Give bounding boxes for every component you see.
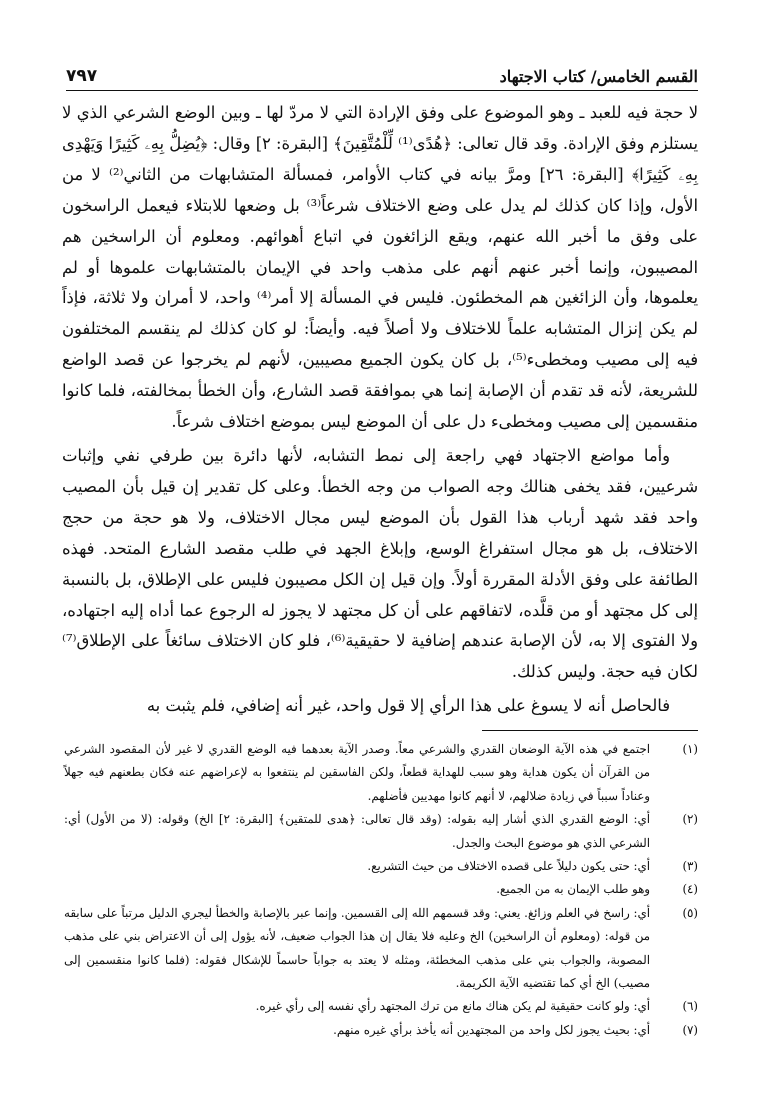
paragraph: وأما مواضع الاجتهاد فهي راجعة إلى نمط التشابه، لأنها دائرة بين طرفي نفي وإثبات شرعيين، فقد يخفى هنالك وجه الصواب من وجه الخطأ. وعلى كل تقدير إن قيل بأن المصيب واحد فقد شهد أرباب هذا القول بأن الموضع ليس مجال الاختلاف، ولا هو حجة من حجج الاختلاف، بل هو مجال استفراغ الوسع، وإبلاغ الجهد في طلب مقصد الشارع المتحد. فهذه الطائفة على وفق الأدلة المقررة أولاً. وإن قيل إن الكل مصيبون فليس على الإطلاق، بل بالنسبة إلى كل مجتهد أو من قلَّده، لاتفاقهم على أن كل مجتهد لا يجوز له الرجوع عما أداه إليه اجتهاده، ولا الفتوى إلا به، لأن الإصابة عندهم إضافية لا حقيقية⁽⁶⁾، فلو كان الاختلاف سائغاً على الإطلاق⁽⁷⁾ لكان فيه حجة. وليس كذلك. — [62, 445, 698, 682]
footnote — [64, 738, 698, 808]
footnote-number: (٥) — [682, 905, 698, 920]
footnote — [64, 878, 698, 901]
footnote-text: أي: راسخ في العلم وزائغ. يعني: وقد قسمهم الله إلى القسمين. وإنما عبر بالإصابة والخطأ ليجري الدليل مرتباً على سابقه من قوله: (ومعلوم أن الراسخين) الخ وعليه فلا يقال إن هذا الجواب ضعيف، لأنه يؤول إلى أن الاعتراض بني على مذهب المصوبة، والجواب بني على مذهب المخطئة، ومثله لا يعتد به جواباً حاسماً للإشكال فقوله: (فلما كانوا منقسمين إلى مصيب) الخ أي كما تقتضيه الآية الكريمة. — [64, 905, 650, 991]
main-text — [62, 98, 698, 722]
footnote-number: (٣) — [682, 859, 698, 874]
footnote-number: (٢) — [682, 812, 698, 827]
footnote-text: أي: بحيث يجوز لكل واحد من المجتهدين أنه يأخذ برأي غيره منهم. — [333, 1022, 650, 1037]
footnote — [64, 1019, 698, 1042]
footnote-text: اجتمع في هذه الآية الوضعان القدري والشرعي معاً. وصدر الآية بعدهما فيه الوضع القدري لا غير لأن المقصود الشرعي من القرآن أن يكون هداية وهو سبب للهداية قطعاً، ولكن الفاسقين لم ينتفعوا به لإعراضهم عنه فكان بطعنهم فيه جهلاً وعناداً سبباً في زيادة ضلالهم، لا أنهم كانوا مهديين فأضلهم. — [64, 742, 650, 803]
footnote — [64, 995, 698, 1018]
footnote-divider — [482, 730, 698, 731]
footnote-number: (٤) — [682, 882, 698, 897]
page-header — [66, 56, 698, 91]
footnote-text: أي: ولو كانت حقيقية لم يكن هناك مانع من ترك المجتهد رأي نفسه إلى رأي غيره. — [255, 999, 650, 1014]
footnote-number: (١) — [682, 742, 698, 756]
footnote-number: (٧) — [682, 1022, 698, 1037]
footnote — [64, 902, 698, 996]
footnote — [64, 808, 698, 855]
footnotes — [64, 738, 698, 1042]
footnote — [64, 855, 698, 878]
page-number: ٧٩٧ — [66, 66, 98, 86]
footnote-text: أي: الوضع القدري الذي أشار إليه بقوله: (وقد قال تعالى: ﴿هدى للمتقين﴾ [البقرة: ٢] الخ) وقوله: (لا من الأول) أي: الشرعي الذي هو موضوع البحث والجدل. — [64, 812, 650, 850]
paragraph: لا حجة فيه للعبد ـ وهو الموضوع على وفق الإرادة التي لا مردّ لها ـ وبين الوضع الشرعي الذي لا يستلزم وفق الإرادة. وقد قال تعالى: ﴿هُدًى⁽¹⁾ لِّلْمُتَّقِينَ﴾ [البقرة: ٢] وقال: ﴿يُضِلُّ بِهِۦ كَثِيرًا وَيَهْدِى بِهِۦ كَثِيرًا﴾ [البقرة: ٢٦] ومرَّ بيانه في كتاب الأوامر، فمسألة المتشابهات من الثاني⁽²⁾ لا من الأول، وإذا كان كذلك لم يدل على وضع الاختلاف شرعاً⁽³⁾ بل وضعها للابتلاء فيعمل الراسخون على وفق ما أخبر الله عنهم، ويقع الزائغون في اتباع أهوائهم. ومعلوم أن الراسخين هم المصيبون، وإنما أخبر عنهم أنهم على مذهب واحد في الإيمان بالمتشابهات علموها أو لم يعلموها، وأن الزائغين هم المخطئون. فليس في المسألة إلا أمر⁽⁴⁾ واحد، لا أمران ولا ثلاثة، فإذاً لم يكن إنزال المتشابه علماً للاختلاف ولا أصلاً فيه. وأيضاً: لو كان كذلك لم ينقسم المختلفون فيه إلى مصيب ومخطىء⁽⁵⁾، بل كان يكون الجميع مصيبين، لأنهم لم يخرجوا عن قصد الواضع للشريعة، لأنه قد تقدم أن الإصابة إنما هي بموافقة قصد الشارع، وأن الخطأ بمخالفته، فلما كانوا منقسمين إلى مصيب ومخطىء دل على أن الموضع ليس بموضع اختلاف شرعاً. — [61, 103, 699, 432]
paragraph: فالحاصل أنه لا يسوغ على هذا الرأي إلا قول واحد، غير أنه إضافي، فلم يثبت به — [146, 696, 670, 716]
footnote-text: أي: حتى يكون دليلاً على قصده الاختلاف من حيث التشريع. — [367, 859, 650, 874]
footnote-text: وهو طلب الإيمان به من الجميع. — [496, 882, 650, 897]
running-title: القسم الخامس/ كتاب الاجتهاد — [499, 67, 698, 86]
footnote-number: (٦) — [682, 999, 698, 1014]
